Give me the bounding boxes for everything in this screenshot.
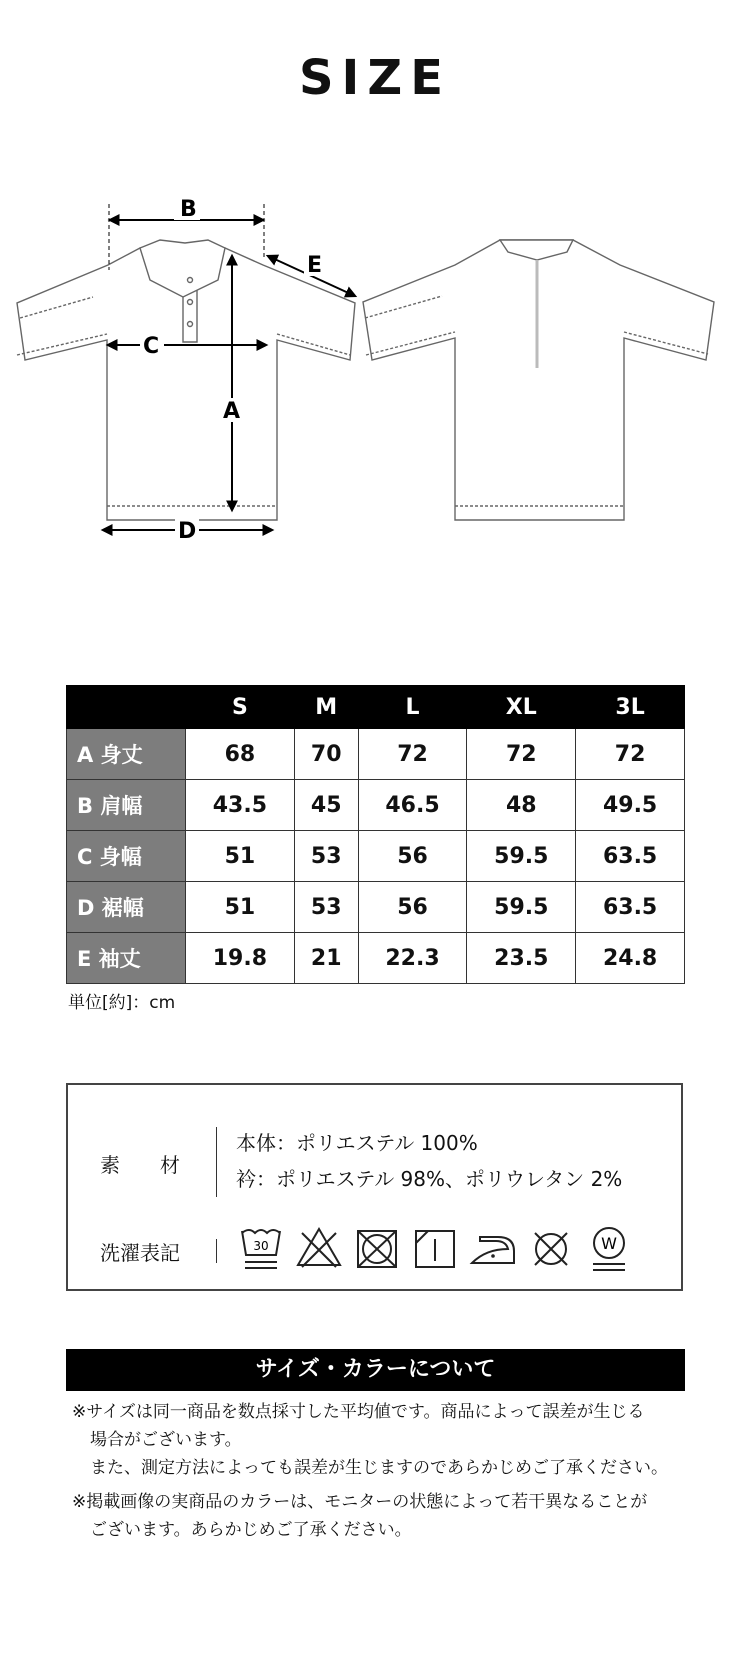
- wet-clean-icon: [584, 1221, 634, 1277]
- table-cell: 63.5: [576, 831, 685, 882]
- label-e: E: [307, 253, 323, 278]
- divider: [216, 1127, 217, 1197]
- material-label-right: 材: [160, 1153, 180, 1177]
- row-label: D 裾幅: [67, 882, 186, 933]
- size-header: L: [358, 686, 467, 729]
- table-cell: 72: [358, 729, 467, 780]
- table-cell: 48: [467, 780, 576, 831]
- table-row: [67, 882, 685, 933]
- notice-line: また、測定方法によっても誤差が生じますのであらかじめご了承ください。: [90, 1458, 668, 1478]
- wash-temp: 30: [253, 1239, 269, 1253]
- table-cell: 56: [358, 882, 467, 933]
- size-header: XL: [467, 686, 576, 729]
- row-label: B 肩幅: [67, 780, 186, 831]
- material-label: [100, 1149, 180, 1178]
- no-tumble-dry-icon: [352, 1221, 402, 1277]
- notice-line: ※サイズは同一商品を数点採寸した平均値です。商品によって誤差が生じる: [72, 1402, 645, 1422]
- table-cell: 45: [294, 780, 358, 831]
- table-cell: 49.5: [576, 780, 685, 831]
- size-header: M: [294, 686, 358, 729]
- wash-30-icon: [236, 1221, 286, 1277]
- table-cell: 23.5: [467, 933, 576, 984]
- wash-icons: [236, 1221, 634, 1277]
- wet-clean-letter: W: [601, 1234, 617, 1253]
- label-b: B: [180, 197, 197, 222]
- label-d: D: [178, 519, 197, 544]
- notice-line: 場合がございます。: [90, 1430, 242, 1450]
- table-cell: 72: [467, 729, 576, 780]
- table-cell: 53: [294, 831, 358, 882]
- polo-shirt-diagram: [0, 190, 750, 580]
- back-view: [363, 240, 714, 520]
- table-cell: 63.5: [576, 882, 685, 933]
- table-corner: [67, 686, 186, 729]
- table-cell: 51: [186, 882, 295, 933]
- material-body: 本体：ポリエステル 100%: [236, 1131, 478, 1155]
- divider: [216, 1239, 217, 1263]
- no-bleach-icon: [294, 1221, 344, 1277]
- front-view: [17, 240, 355, 520]
- table-row: [67, 780, 685, 831]
- wash-label: 洗濯表記: [100, 1241, 180, 1265]
- unit-note: 単位[約]：cm: [68, 993, 176, 1013]
- size-header: 3L: [576, 686, 685, 729]
- table-cell: 19.8: [186, 933, 295, 984]
- material-label-left: 素: [100, 1153, 120, 1177]
- table-cell: 24.8: [576, 933, 685, 984]
- row-label: E 袖丈: [67, 933, 186, 984]
- table-cell: 46.5: [358, 780, 467, 831]
- table-cell: 70: [294, 729, 358, 780]
- table-cell: 68: [186, 729, 295, 780]
- table-cell: 51: [186, 831, 295, 882]
- table-cell: 22.3: [358, 933, 467, 984]
- table-cell: 59.5: [467, 831, 576, 882]
- drip-dry-shade-icon: [410, 1221, 460, 1277]
- no-dry-clean-icon: [526, 1221, 576, 1277]
- material-collar: 衿：ポリエステル 98%、ポリウレタン 2%: [236, 1167, 623, 1191]
- row-label: C 身幅: [67, 831, 186, 882]
- table-cell: 59.5: [467, 882, 576, 933]
- table-row: [67, 831, 685, 882]
- table-cell: 56: [358, 831, 467, 882]
- iron-low-icon: [468, 1221, 518, 1277]
- table-cell: 43.5: [186, 780, 295, 831]
- table-cell: 72: [576, 729, 685, 780]
- size-header-row: [67, 686, 685, 729]
- size-header: S: [186, 686, 295, 729]
- material-box: [66, 1083, 683, 1291]
- page-title: SIZE: [298, 50, 452, 106]
- notice-line: ※掲載画像の実商品のカラーは、モニターの状態によって若干異なることが: [72, 1492, 648, 1512]
- table-row: [67, 729, 685, 780]
- table-cell: 53: [294, 882, 358, 933]
- notice-heading: サイズ・カラーについて: [66, 1349, 685, 1391]
- label-c: C: [143, 334, 160, 359]
- row-label: A 身丈: [67, 729, 186, 780]
- label-a: A: [223, 399, 241, 424]
- table-cell: 21: [294, 933, 358, 984]
- table-row: [67, 933, 685, 984]
- size-table: [66, 685, 685, 984]
- notice-line: ございます。あらかじめご了承ください。: [90, 1520, 412, 1540]
